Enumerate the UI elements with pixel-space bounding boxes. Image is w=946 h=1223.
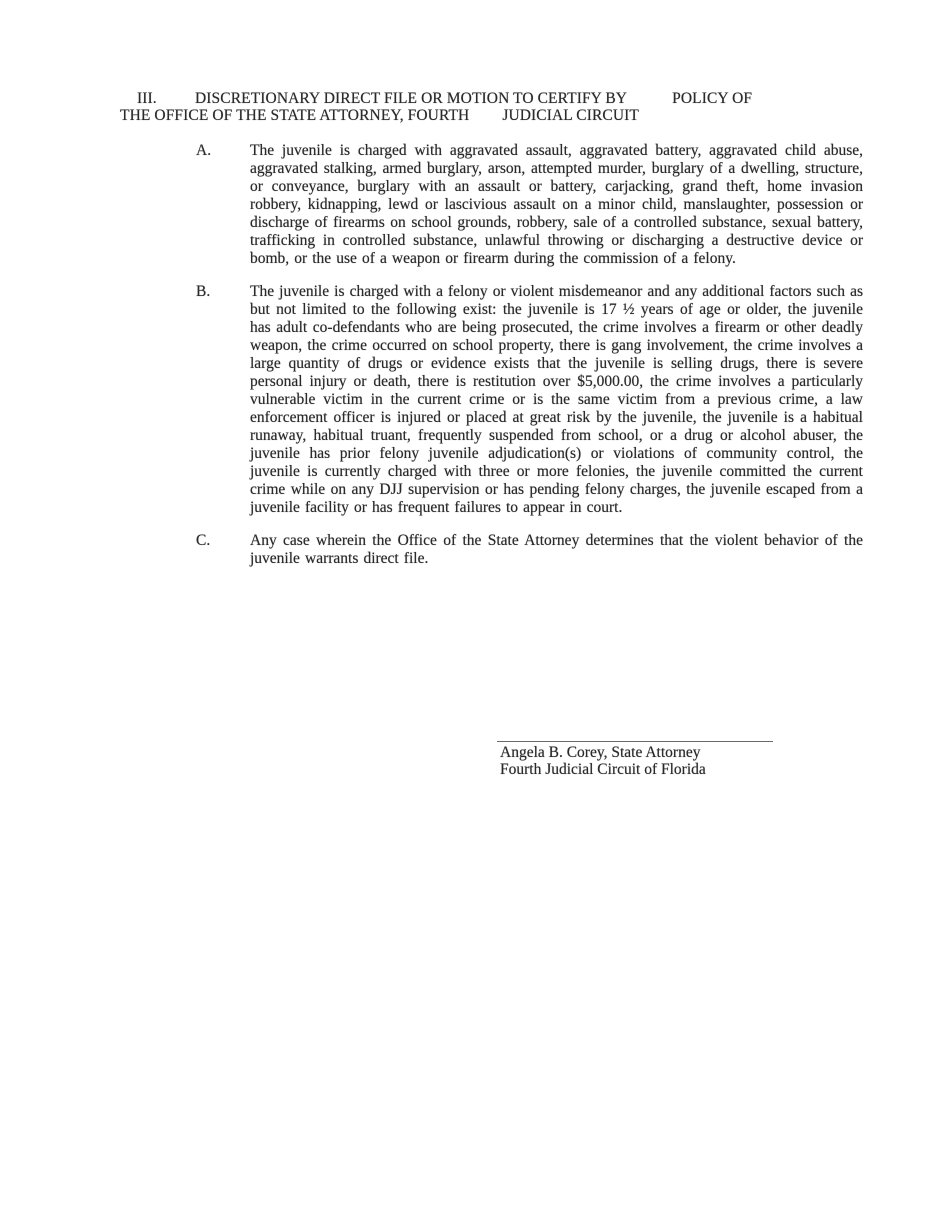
document-body bbox=[120, 90, 865, 568]
section-heading-line-1 bbox=[137, 90, 865, 107]
item-text: Any case wherein the Office of the State Attorney determines that the violent behavior of the juvenile warrants direct file. bbox=[250, 532, 863, 567]
signature-name: Angela B. Corey, State Attorney bbox=[500, 744, 701, 761]
policy-item-list bbox=[120, 142, 865, 568]
policy-item-a bbox=[196, 142, 865, 268]
section-title-part-1: DISCRETIONARY DIRECT FILE OR MOTION TO CERTIFY BY bbox=[195, 90, 628, 107]
section-title-part-3: THE OFFICE OF THE STATE ATTORNEY, FOURTH bbox=[120, 107, 470, 124]
section-title-part-2: POLICY OF bbox=[672, 90, 753, 107]
signature-title: Fourth Judicial Circuit of Florida bbox=[500, 760, 706, 778]
item-label: B. bbox=[196, 283, 211, 300]
signature-line bbox=[497, 741, 773, 742]
section-heading-line-2 bbox=[120, 107, 865, 124]
item-text: The juvenile is charged with aggravated assault, aggravated battery, aggravated child abuse, aggravated stalking, armed burglary, arson, attempted murder, burglary of a dwelling, structure, or conveyance, burglary with an assault or battery, carjacking, grand theft, home invasion robbery, kidnapping, lewd or lascivious assault on a minor child, manslaughter, possession or discharge of firearms on school grounds, robbery, sale of a controlled substance, sexual battery, trafficking in controlled substance, unlawful throwing or discharging a destructive device or bomb, or the use of a weapon or firearm during the commission of a felony. bbox=[250, 142, 863, 267]
item-label: A. bbox=[196, 142, 212, 159]
policy-item-c bbox=[196, 532, 865, 568]
signature-block bbox=[497, 741, 773, 778]
section-title-part-4: JUDICIAL CIRCUIT bbox=[502, 107, 639, 124]
policy-item-b bbox=[196, 283, 865, 517]
section-heading bbox=[120, 90, 865, 124]
section-number: III. bbox=[137, 90, 157, 107]
item-label: C. bbox=[196, 532, 211, 549]
item-text: The juvenile is charged with a felony or violent misdemeanor and any additional factors such as but not limited to the following exist: the juvenile is 17 ½ years of age or older, the juvenile has adult co-defendants who are being prosecuted, the crime involves a firearm or other deadly weapon, the crime occurred on school property, there is gang involvement, the crime involves a large quantity of drugs or evidence exists that the juvenile is selling drugs, there is severe personal injury or death, there is restitution over $5,000.00, the crime involves a particularly vulnerable victim in the current crime or is the same victim from a previous crime, a law enforcement officer is injured or placed at great risk by the juvenile, the juvenile is a habitual runaway, habitual truant, frequently suspended from school, or a drug or alcohol abuser, the juvenile has prior felony juvenile adjudication(s) or violations of community control, the juvenile is currently charged with three or more felonies, the juvenile committed the current crime while on any DJJ supervision or has pending felony charges, the juvenile escaped from a juvenile facility or has frequent failures to appear in court. bbox=[250, 283, 863, 516]
